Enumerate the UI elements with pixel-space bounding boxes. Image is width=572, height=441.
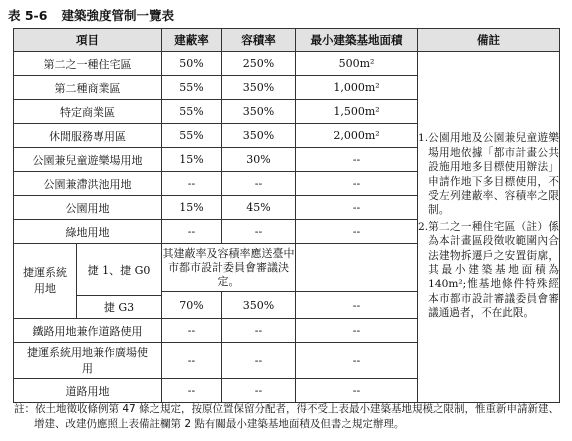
row-area: --	[296, 172, 418, 196]
row-bcr: --	[162, 172, 222, 196]
row-name: 第二之一種住宅區	[14, 52, 162, 76]
remark-item	[418, 220, 559, 321]
mrt-group-cell	[14, 244, 162, 319]
row-far: 350%	[222, 76, 296, 100]
mrt-sub1-text: 其建蔽率及容積率應送臺中市都市設計委員會審議決定。	[162, 244, 296, 292]
row-name: 第二種商業區	[14, 76, 162, 100]
row-area: --	[296, 343, 418, 379]
remark-number: 2.	[418, 220, 429, 233]
footnote-line-2: 增建、改建仍應照上表備註欄第 2 點有關最小建築基地面積及但書之規定辦理。	[34, 418, 405, 430]
mrt-sub2-bcr: 70%	[162, 292, 222, 319]
header-item: 項目	[14, 29, 162, 52]
remark-number: 1.	[418, 132, 429, 145]
building-intensity-table	[13, 28, 560, 403]
footnote	[14, 402, 562, 432]
row-bcr: 55%	[162, 76, 222, 100]
row-name: 捷運系統用地兼作廣場使用	[14, 343, 162, 379]
mrt-group-label: 捷運系統用地	[14, 244, 77, 318]
mrt-sub1-label: 捷 1、捷 G0	[77, 244, 162, 296]
row-far: --	[222, 379, 296, 403]
caption-title: 建築強度管制一覽表	[61, 8, 174, 23]
mrt-sub2-area: --	[296, 292, 418, 319]
row-far: --	[222, 172, 296, 196]
row-name: 道路用地	[14, 379, 162, 403]
header-bcr: 建蔽率	[162, 29, 222, 52]
header-row	[14, 29, 560, 52]
row-bcr: 15%	[162, 148, 222, 172]
row-name: 休閒服務專用區	[14, 124, 162, 148]
row-name: 公園用地	[14, 196, 162, 220]
row-name: 公園兼兒童遊樂場用地	[14, 148, 162, 172]
remark-text: 公園用地及公園兼兒童遊樂場用地依據「都市計畫公共設施用地多目標使用辦法」申請作地下多目標使用，不受左列建蔽率、容積率之限制。	[428, 132, 559, 217]
header-far: 容積率	[222, 29, 296, 52]
row-far: --	[222, 343, 296, 379]
row-far: --	[222, 220, 296, 244]
row-area: --	[296, 319, 418, 343]
row-far: 45%	[222, 196, 296, 220]
mrt-sub2-label: 捷 G3	[103, 301, 135, 314]
row-area: 2,000m²	[296, 124, 418, 148]
row-bcr: 55%	[162, 100, 222, 124]
mrt-subtable	[14, 244, 161, 318]
row-far: --	[222, 319, 296, 343]
row-bcr: 50%	[162, 52, 222, 76]
row-bcr: --	[162, 379, 222, 403]
row-far: 350%	[222, 100, 296, 124]
row-bcr: --	[162, 319, 222, 343]
row-far: 30%	[222, 148, 296, 172]
header-min-area: 最小建築基地面積	[296, 29, 418, 52]
row-name: 公園兼滯洪池用地	[14, 172, 162, 196]
row-area: --	[296, 379, 418, 403]
row-area: 1,500m²	[296, 100, 418, 124]
header-remarks: 備註	[418, 29, 560, 52]
row-far: 350%	[222, 124, 296, 148]
row-name: 綠地用地	[14, 220, 162, 244]
remarks-cell	[418, 52, 560, 403]
row-area: --	[296, 148, 418, 172]
row-name: 鐵路用地兼作道路使用	[14, 319, 162, 343]
remark-item	[418, 131, 559, 217]
row-far: 250%	[222, 52, 296, 76]
row-name: 特定商業區	[14, 100, 162, 124]
mrt-sub1-area	[296, 244, 418, 292]
table-row	[14, 52, 560, 76]
row-bcr: --	[162, 343, 222, 379]
mrt-sub2-far: 350%	[222, 292, 296, 319]
row-area: 1,000m²	[296, 76, 418, 100]
footnote-line-1: 註：依土地徵收條例第 47 條之規定，按原位置保留分配者，得不受上表最小建築基地規模之限制，惟重新申請新建、	[14, 403, 560, 415]
caption-number: 表 5-6	[8, 8, 48, 23]
row-bcr: 55%	[162, 124, 222, 148]
row-area: --	[296, 220, 418, 244]
remark-text: 第二之一種住宅區（註）係為本計畫區段徵收範圍內合法建物拆遷戶之安置街廓，其最小建築基地面積為140m²;惟基地條件特殊經本市都市設計審議委員會審議通過者，不在此限。	[428, 220, 559, 320]
table-caption	[8, 6, 174, 24]
row-bcr: 15%	[162, 196, 222, 220]
row-area: --	[296, 196, 418, 220]
row-bcr: --	[162, 220, 222, 244]
row-area: 500m²	[296, 52, 418, 76]
